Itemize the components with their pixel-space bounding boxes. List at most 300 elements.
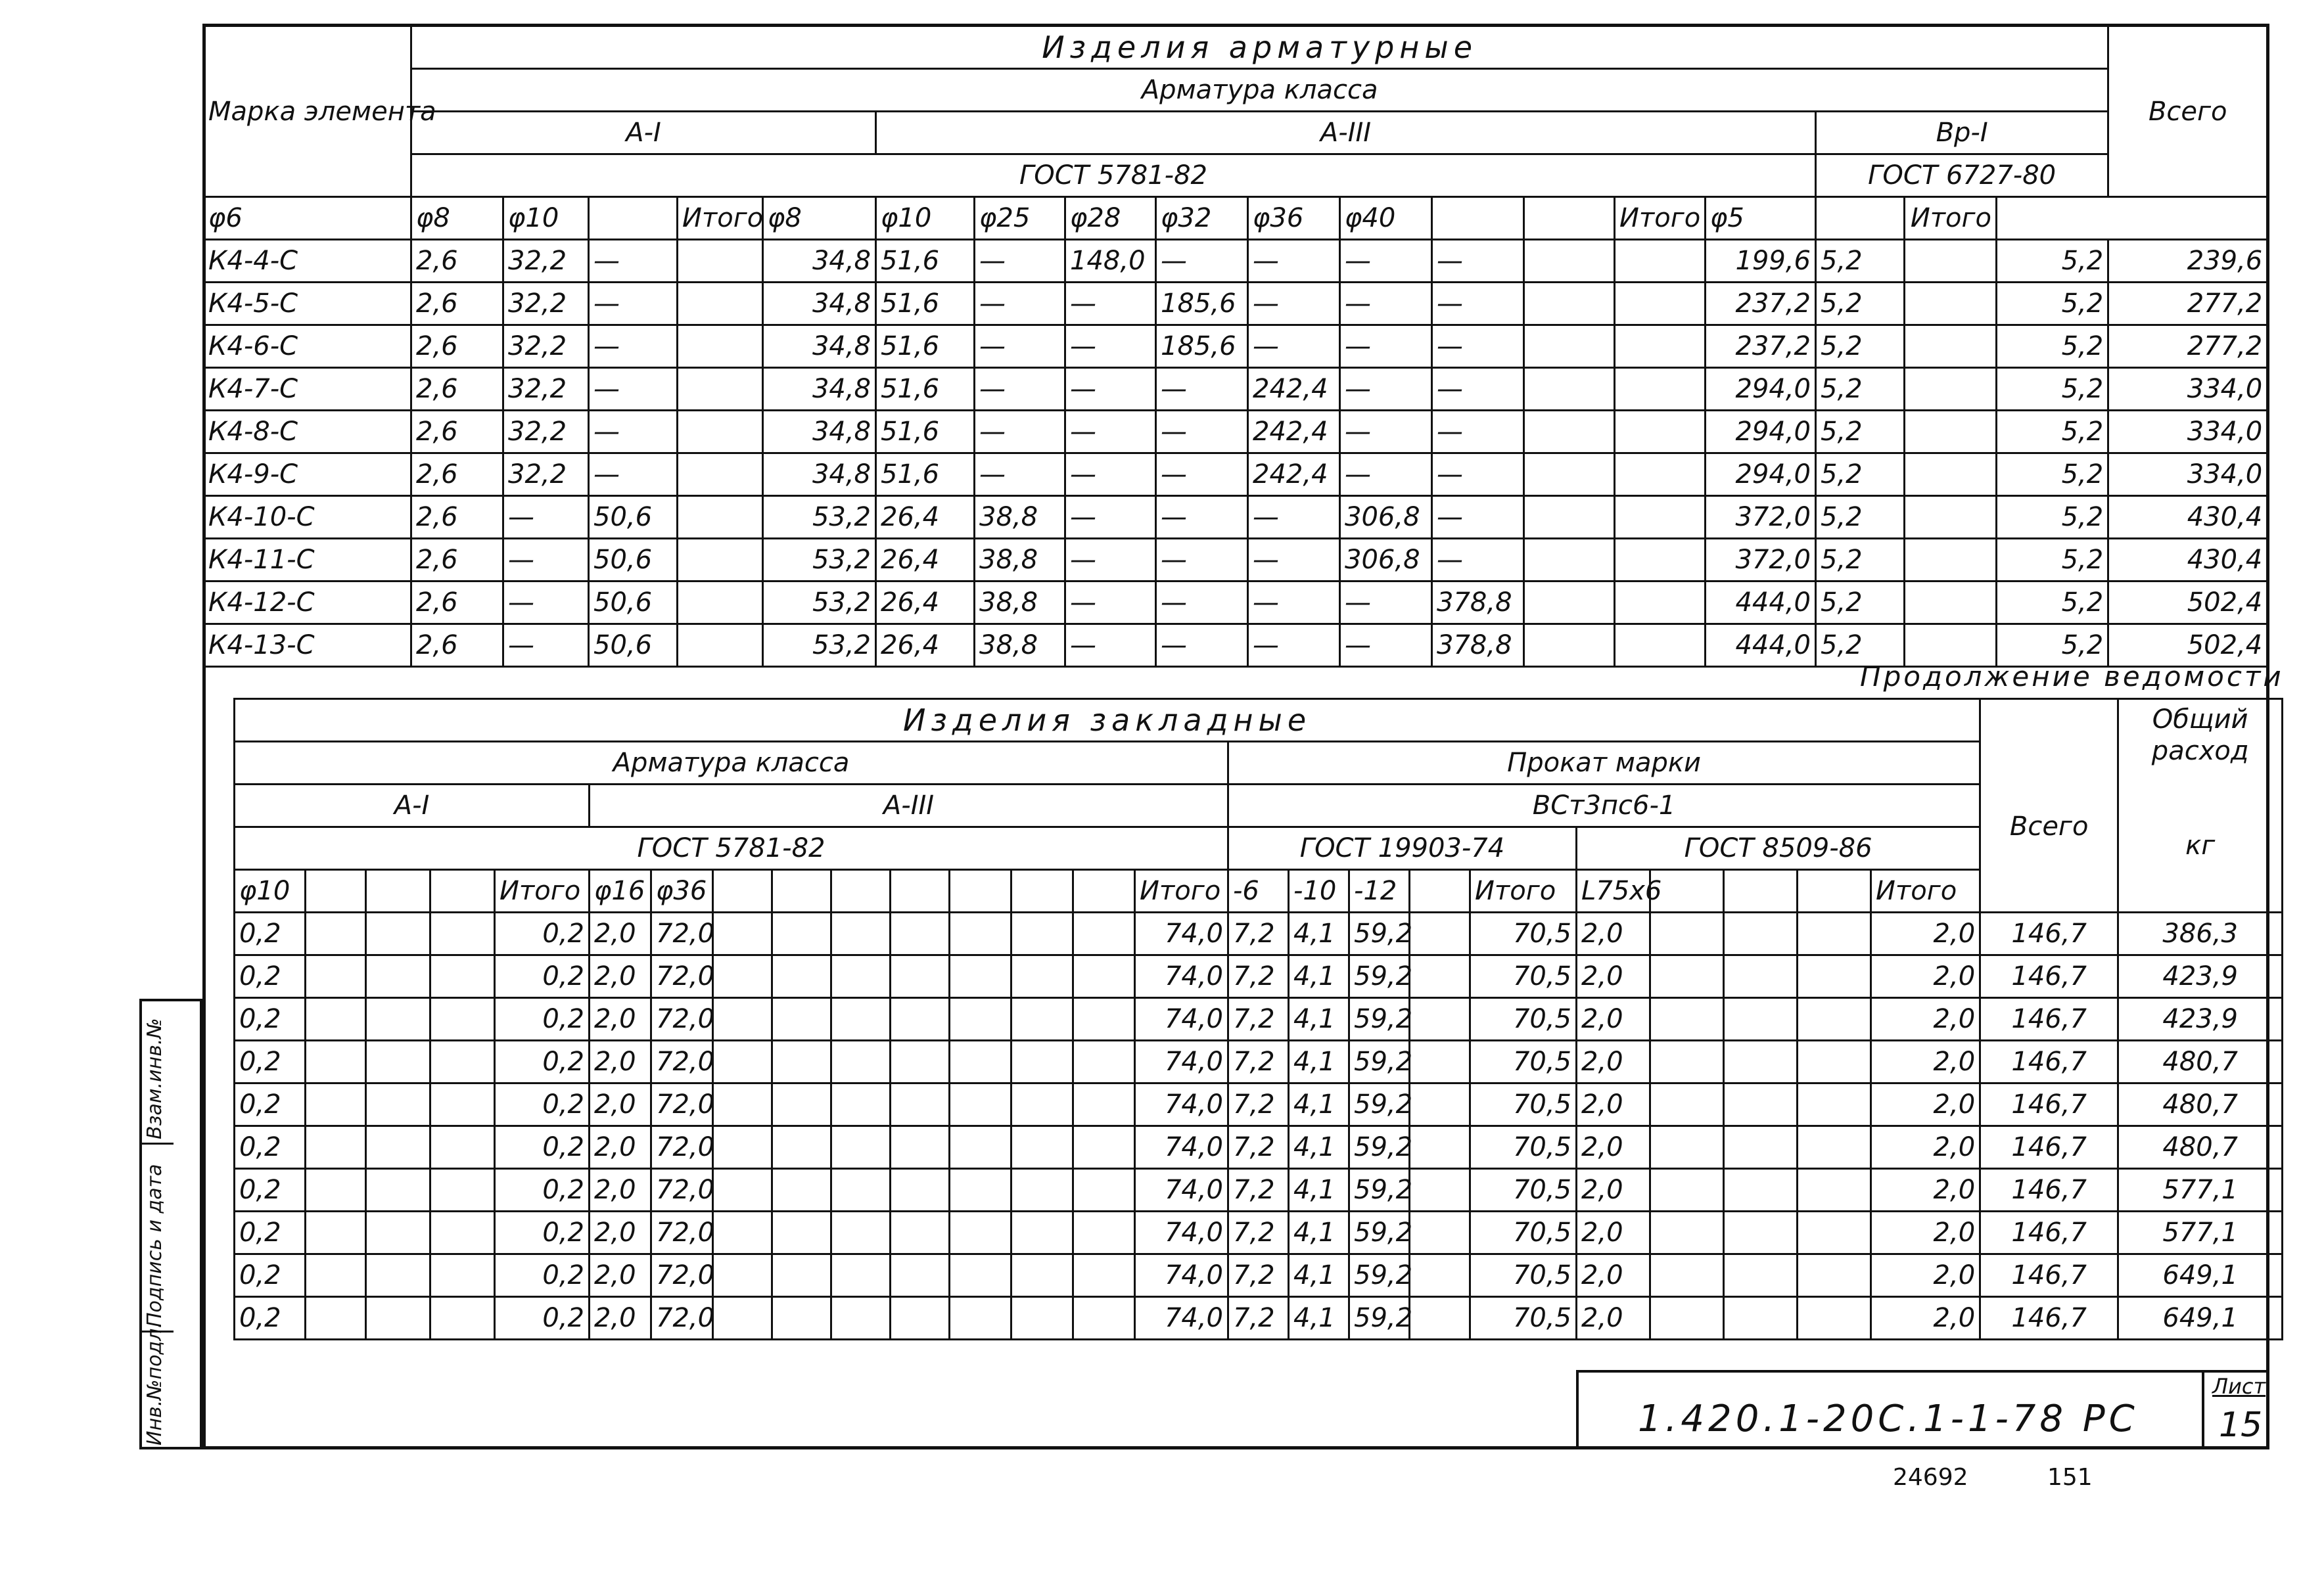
column-header: φ25 (975, 197, 1065, 240)
table-cell: 72,0 (651, 1297, 713, 1340)
row-total: 146,7 (1980, 913, 2118, 955)
table-cell: 32,2 (503, 240, 589, 283)
table-cell (891, 1083, 950, 1126)
table-cell (1798, 1212, 1871, 1254)
table-cell: 2,0 (1577, 1041, 1650, 1083)
table-cell (1650, 955, 1724, 998)
table-cell: — (1340, 453, 1432, 496)
table-cell (1011, 998, 1073, 1041)
title-block (1576, 1370, 2267, 1449)
table-cell: — (503, 539, 589, 581)
table-cell: 372,0 (1706, 539, 1816, 581)
table-cell (772, 998, 831, 1041)
table-cell: 7,2 (1228, 955, 1289, 998)
table-cell: 242,4 (1248, 453, 1340, 496)
table-cell: 51,6 (876, 283, 975, 325)
table-cell: 59,2 (1349, 1254, 1410, 1297)
approval-side-strip (139, 999, 202, 1449)
table-cell: — (1248, 624, 1340, 667)
table-cell: 4,1 (1289, 1212, 1349, 1254)
overall-consumption: 480,7 (2118, 1083, 2283, 1126)
table-cell: 38,8 (975, 496, 1065, 539)
table-cell: — (1065, 283, 1156, 325)
table-cell: 0,2 (495, 1254, 590, 1297)
table-cell (1615, 624, 1706, 667)
table-cell: 26,4 (876, 496, 975, 539)
element-mark: К4-8-С (204, 411, 411, 453)
table-cell (1615, 453, 1706, 496)
table-cell (713, 913, 772, 955)
table-cell: 74,0 (1135, 955, 1228, 998)
column-header: Итого (1135, 870, 1228, 913)
overall-consumption: 649,1 (2118, 1297, 2283, 1340)
table-cell: 72,0 (651, 913, 713, 955)
table-cell (1798, 913, 1871, 955)
table-cell: — (975, 453, 1065, 496)
table-cell (772, 1169, 831, 1212)
column-header (1816, 197, 1905, 240)
table-cell: 242,4 (1248, 411, 1340, 453)
unit-label: кг (2185, 831, 2216, 861)
mark-header: Марка элемента (204, 26, 411, 197)
table-cell (713, 1169, 772, 1212)
reinforcement-products-table (202, 25, 2268, 668)
table-cell: 5,2 (1997, 453, 2108, 496)
row-total: 277,2 (2108, 283, 2267, 325)
table-row (204, 368, 2267, 411)
table-cell (1724, 955, 1798, 998)
table-cell: 2,0 (1871, 1254, 1980, 1297)
table-cell: 38,8 (975, 624, 1065, 667)
table-cell (1011, 913, 1073, 955)
table-cell: 7,2 (1228, 1041, 1289, 1083)
table-cell (1410, 998, 1470, 1041)
table-cell: — (1340, 240, 1432, 283)
table-cell: — (1432, 240, 1524, 283)
table-cell (430, 1254, 495, 1297)
table-cell: 72,0 (651, 1212, 713, 1254)
table-cell (1073, 1126, 1135, 1169)
table-cell: 372,0 (1706, 496, 1816, 539)
table-cell: 4,1 (1289, 1083, 1349, 1126)
rolled-grade-header: Прокат марки (1228, 742, 1980, 785)
table-cell: — (589, 368, 678, 411)
table-cell: — (589, 283, 678, 325)
table-cell (678, 453, 763, 496)
table-cell: 70,5 (1470, 1297, 1577, 1340)
table-cell: 185,6 (1156, 325, 1248, 368)
table-cell (1524, 283, 1615, 325)
table-cell: 74,0 (1135, 1212, 1228, 1254)
table-cell (1798, 1169, 1871, 1212)
column-header (1011, 870, 1073, 913)
table-cell: 26,4 (876, 581, 975, 624)
table-cell: 50,6 (589, 581, 678, 624)
embedded-products-table (233, 698, 2283, 1340)
table-cell: 2,0 (590, 1126, 651, 1169)
table-cell (1905, 325, 1997, 368)
table-cell (366, 1041, 430, 1083)
table-cell (1073, 998, 1135, 1041)
table-cell: — (975, 325, 1065, 368)
table-cell: 5,2 (1997, 240, 2108, 283)
overall-consumption: 577,1 (2118, 1169, 2283, 1212)
table-cell: 237,2 (1706, 325, 1816, 368)
table-cell: 2,0 (1577, 913, 1650, 955)
table-cell (772, 955, 831, 998)
table-cell: 4,1 (1289, 1297, 1349, 1340)
table-cell: — (1065, 496, 1156, 539)
table-cell (891, 998, 950, 1041)
table-cell: — (1156, 624, 1248, 667)
row-total: 502,4 (2108, 581, 2267, 624)
column-header (1524, 197, 1615, 240)
table-cell: — (1065, 368, 1156, 411)
table-cell (772, 1212, 831, 1254)
table-cell (1905, 411, 1997, 453)
gost-rebar-header: ГОСТ 5781-82 (411, 154, 1816, 197)
row-total: 334,0 (2108, 411, 2267, 453)
element-mark: К4-13-С (204, 624, 411, 667)
table-cell (1650, 1212, 1724, 1254)
table-cell: 5,2 (1816, 240, 1905, 283)
table-cell (950, 1212, 1011, 1254)
table-cell: 2,6 (411, 539, 503, 581)
table-cell: 0,2 (235, 1254, 306, 1297)
table-cell: — (1156, 539, 1248, 581)
table-cell: — (1340, 283, 1432, 325)
table-cell: — (1432, 368, 1524, 411)
table-cell (831, 1297, 891, 1340)
table-cell: 53,2 (763, 496, 876, 539)
table-cell (1724, 1083, 1798, 1126)
table-cell (1905, 496, 1997, 539)
column-header: Итого (678, 197, 763, 240)
column-header (1410, 870, 1470, 913)
table-cell (1615, 283, 1706, 325)
table-cell: 59,2 (1349, 1297, 1410, 1340)
table-cell (678, 411, 763, 453)
table-cell: 2,0 (1577, 1297, 1650, 1340)
table-cell (1073, 1169, 1135, 1212)
table-cell: — (1065, 325, 1156, 368)
table-cell (366, 913, 430, 955)
table-cell: — (503, 624, 589, 667)
table-cell: — (1248, 539, 1340, 581)
table-cell: 5,2 (1816, 581, 1905, 624)
table-cell: 32,2 (503, 283, 589, 325)
element-mark: К4-4-С (204, 240, 411, 283)
column-header: Итого (1871, 870, 1980, 913)
table-cell: 444,0 (1706, 581, 1816, 624)
table-cell: 2,0 (1871, 1169, 1980, 1212)
table-cell (1524, 581, 1615, 624)
table-cell: 2,0 (1871, 1083, 1980, 1126)
table-cell (772, 1083, 831, 1126)
table-cell (1073, 1041, 1135, 1083)
table-cell: 378,8 (1432, 624, 1524, 667)
table-cell (1905, 453, 1997, 496)
table-cell (306, 1254, 366, 1297)
table-cell: 51,6 (876, 368, 975, 411)
table-cell: 2,0 (1577, 955, 1650, 998)
table-cell (1410, 1041, 1470, 1083)
table-cell (1524, 624, 1615, 667)
table-cell (950, 1297, 1011, 1340)
overall-consumption: 423,9 (2118, 998, 2283, 1041)
row-total: 334,0 (2108, 368, 2267, 411)
table-cell: 50,6 (589, 624, 678, 667)
table-cell: 2,6 (411, 411, 503, 453)
table-cell (831, 913, 891, 955)
table-cell: — (1156, 368, 1248, 411)
table-cell (1798, 1254, 1871, 1297)
element-mark: К4-7-С (204, 368, 411, 411)
table-cell: 7,2 (1228, 998, 1289, 1041)
column-header: φ6 (204, 197, 411, 240)
column-header (1073, 870, 1135, 913)
table-cell (891, 1212, 950, 1254)
table-cell (1524, 240, 1615, 283)
overall-consumption-label: Общий расход (2151, 704, 2249, 766)
table-cell (950, 1169, 1011, 1212)
table-cell: 34,8 (763, 283, 876, 325)
table-cell: 38,8 (975, 539, 1065, 581)
table-cell (1905, 283, 1997, 325)
table-cell (1410, 1212, 1470, 1254)
rebar-class-header: Арматура класса (411, 69, 2108, 112)
table-cell (430, 1169, 495, 1212)
table-cell (1615, 539, 1706, 581)
overall-consumption: 386,3 (2118, 913, 2283, 955)
column-header (891, 870, 950, 913)
table-cell (1798, 1041, 1871, 1083)
column-header: -12 (1349, 870, 1410, 913)
overall-consumption: 480,7 (2118, 1041, 2283, 1083)
table-cell: 59,2 (1349, 1041, 1410, 1083)
table-cell (713, 1254, 772, 1297)
overall-consumption: 577,1 (2118, 1212, 2283, 1254)
table-cell: 0,2 (235, 913, 306, 955)
embedded-class-a1-header: А-I (235, 785, 590, 827)
row-total: 430,4 (2108, 539, 2267, 581)
table-cell (678, 283, 763, 325)
table-cell (1905, 368, 1997, 411)
table-cell (1724, 998, 1798, 1041)
column-header (589, 197, 678, 240)
inventory-cell (142, 1322, 174, 1449)
table-cell (678, 368, 763, 411)
table-cell (1615, 496, 1706, 539)
table-cell: 34,8 (763, 368, 876, 411)
class-a3-header: А-III (876, 112, 1816, 154)
table-row (235, 1041, 2283, 1083)
table-cell: 0,2 (495, 1169, 590, 1212)
table-cell: 2,0 (590, 1212, 651, 1254)
column-header: Итого (495, 870, 590, 913)
table-cell (366, 1212, 430, 1254)
table-cell (831, 998, 891, 1041)
table-row (235, 1169, 2283, 1212)
table-cell (1524, 539, 1615, 581)
table-cell: 2,6 (411, 496, 503, 539)
row-total: 146,7 (1980, 1083, 2118, 1126)
table-cell (306, 1126, 366, 1169)
table-cell: 0,2 (495, 955, 590, 998)
table-cell: 5,2 (1997, 411, 2108, 453)
table-cell (1410, 1083, 1470, 1126)
table-cell: 4,1 (1289, 955, 1349, 998)
table-cell (306, 1297, 366, 1340)
table-cell (430, 1212, 495, 1254)
table-cell (430, 913, 495, 955)
table-cell (1798, 955, 1871, 998)
table-cell (1650, 913, 1724, 955)
table-cell: 38,8 (975, 581, 1065, 624)
table-cell (306, 955, 366, 998)
table-cell: 51,6 (876, 411, 975, 453)
table-cell: — (589, 325, 678, 368)
table-cell (1011, 1254, 1073, 1297)
table-cell (1410, 1169, 1470, 1212)
table-cell (1073, 1083, 1135, 1126)
column-header (430, 870, 495, 913)
table-cell: 59,2 (1349, 913, 1410, 955)
table-cell: 7,2 (1228, 1169, 1289, 1212)
table-cell: 59,2 (1349, 1126, 1410, 1169)
table-cell (950, 998, 1011, 1041)
table-row (204, 539, 2267, 581)
table-cell: 0,2 (495, 1212, 590, 1254)
table-cell: 59,2 (1349, 1083, 1410, 1126)
table-cell: — (1340, 411, 1432, 453)
table-cell: 7,2 (1228, 1126, 1289, 1169)
top-total-header: Всего (2108, 26, 2267, 197)
table-cell: 237,2 (1706, 283, 1816, 325)
column-header (713, 870, 772, 913)
table-cell (831, 1126, 891, 1169)
table-row (204, 240, 2267, 283)
table-cell: 7,2 (1228, 913, 1289, 955)
table-cell (430, 955, 495, 998)
column-header: φ8 (411, 197, 503, 240)
table-cell: — (1432, 283, 1524, 325)
table-cell (1524, 453, 1615, 496)
table-cell: 7,2 (1228, 1212, 1289, 1254)
table-cell: 7,2 (1228, 1254, 1289, 1297)
table-cell (1905, 539, 1997, 581)
table-cell: — (589, 453, 678, 496)
table-cell: 72,0 (651, 1126, 713, 1169)
table-cell (1650, 998, 1724, 1041)
embedded-products-title: Изделия закладные (235, 699, 1980, 742)
element-mark: К4-11-С (204, 539, 411, 581)
table-cell: — (1248, 283, 1340, 325)
table-cell (1011, 1169, 1073, 1212)
table-cell: 444,0 (1706, 624, 1816, 667)
table-row (204, 453, 2267, 496)
table-cell (430, 1083, 495, 1126)
table-cell: 53,2 (763, 539, 876, 581)
column-header: Итого (1470, 870, 1577, 913)
sheet-label: Лист (2212, 1374, 2266, 1399)
table-cell (1410, 1254, 1470, 1297)
embedded-class-a3-header: А-III (590, 785, 1228, 827)
table-cell: 70,5 (1470, 1254, 1577, 1297)
embedded-rebar-class-header: Арматура класса (235, 742, 1228, 785)
table-cell: 0,2 (235, 1126, 306, 1169)
table-cell (1011, 1126, 1073, 1169)
column-header: L75х6 (1577, 870, 1650, 913)
table-cell: 2,0 (590, 1083, 651, 1126)
table-cell (831, 1083, 891, 1126)
gost-angle-header: ГОСТ 8509-86 (1577, 827, 1980, 870)
table-cell: 4,1 (1289, 998, 1349, 1041)
table-cell: — (1340, 624, 1432, 667)
table-row (235, 1254, 2283, 1297)
replacement-cell (142, 1001, 174, 1145)
table-cell: 2,0 (1871, 998, 1980, 1041)
side-label-replacement: Взам.инв.№ (143, 1018, 166, 1139)
column-header: φ28 (1065, 197, 1156, 240)
table-cell: 2,0 (1577, 1212, 1650, 1254)
row-total: 146,7 (1980, 1041, 2118, 1083)
table-cell: 2,6 (411, 368, 503, 411)
table-cell (713, 1041, 772, 1083)
gost-wire-header: ГОСТ 6727-80 (1816, 154, 2108, 197)
table-cell: 74,0 (1135, 1083, 1228, 1126)
table-cell: 7,2 (1228, 1083, 1289, 1126)
table-cell (1073, 1212, 1135, 1254)
table-row (204, 411, 2267, 453)
table-cell: — (1065, 539, 1156, 581)
table-cell (1524, 368, 1615, 411)
column-header: φ32 (1156, 197, 1248, 240)
table-cell: 0,2 (495, 1126, 590, 1169)
table-cell: 34,8 (763, 453, 876, 496)
table-cell: 50,6 (589, 539, 678, 581)
table-cell: 2,6 (411, 453, 503, 496)
table-cell: — (589, 240, 678, 283)
table-cell: 5,2 (1997, 368, 2108, 411)
table-cell: 5,2 (1997, 624, 2108, 667)
table-row (204, 283, 2267, 325)
table-cell: 2,6 (411, 581, 503, 624)
table-cell: 0,2 (495, 1041, 590, 1083)
document-code: 1.420.1-20С.1-1-78 РС (1638, 1398, 2139, 1440)
table-row (235, 1083, 2283, 1126)
table-cell: 5,2 (1997, 539, 2108, 581)
column-header: φ8 (763, 197, 876, 240)
table-cell: 2,0 (1577, 1254, 1650, 1297)
table-row (235, 998, 2283, 1041)
table-cell (831, 1041, 891, 1083)
table-cell: 5,2 (1816, 368, 1905, 411)
table-cell: 0,2 (495, 913, 590, 955)
table-cell: 5,2 (1997, 283, 2108, 325)
class-bp1-header: Вр-I (1816, 112, 2108, 154)
table-cell: 72,0 (651, 1169, 713, 1212)
table-cell: 0,2 (235, 955, 306, 998)
table-cell: 70,5 (1470, 1212, 1577, 1254)
table-cell (1524, 411, 1615, 453)
table-cell: — (1065, 411, 1156, 453)
table-cell (1073, 1254, 1135, 1297)
table-cell (1798, 1297, 1871, 1340)
element-mark: К4-10-С (204, 496, 411, 539)
overall-consumption: 480,7 (2118, 1126, 2283, 1169)
table-cell (713, 955, 772, 998)
